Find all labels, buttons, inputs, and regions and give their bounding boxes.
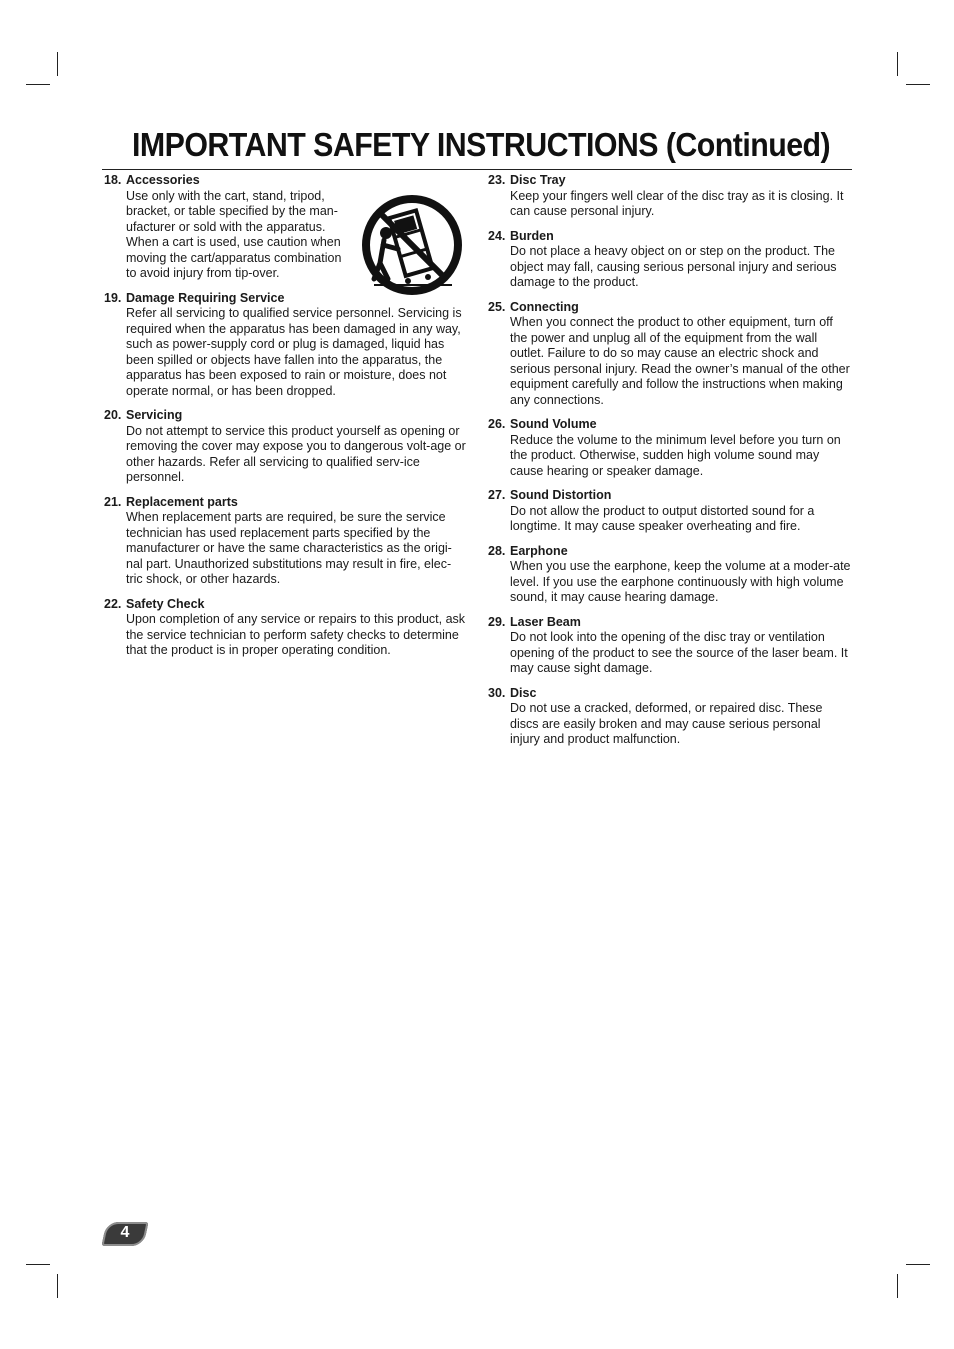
item-heading: Earphone (510, 543, 568, 558)
instruction-item-30 (488, 686, 852, 748)
item-body: Upon completion of any service or repairs to this product, ask the service technician to perform safety checks to determine that the product is in proper operating condition. (126, 612, 466, 657)
item-heading: Disc (510, 685, 537, 700)
item-body: Reduce the volume to the minimum level before you turn on the product. Otherwise, sudden high volume sound may cause hearing or speaker damage. (510, 432, 841, 478)
item-heading: Accessories (126, 173, 200, 187)
item-number: 30. (488, 685, 506, 700)
item-heading: Sound Distortion (510, 488, 612, 502)
item-body: Do not look into the opening of the disc tray or ventilation opening of the product to see the source of the laser beam. It may cause sight damage. (510, 630, 848, 675)
instruction-item-20 (104, 408, 466, 486)
item-heading: Disc Tray (510, 173, 566, 187)
page-number: 4 (120, 1224, 130, 1241)
crop-mark (26, 1264, 50, 1265)
instruction-item-28 (488, 544, 852, 606)
instruction-item-19 (104, 291, 466, 400)
item-heading: Connecting (510, 299, 579, 314)
instruction-item-23 (488, 173, 852, 220)
instruction-item-24 (488, 229, 852, 291)
item-heading: Damage Requiring Service (126, 290, 285, 305)
item-heading: Burden (510, 228, 554, 243)
crop-mark (897, 1274, 898, 1298)
instruction-item-25 (488, 300, 852, 409)
item-body: When you use the earphone, keep the volume at a moder-ate level. If you use the earphone continuously with high volume sound, it may cause hearing damage. (510, 559, 851, 604)
item-body: When you connect the product to other equipment, turn off the power and unplug all of the equipment from the wall outlet. Failure to do so may cause an electric shock and serious personal injury. Read the owner’s manual of the other equipment carefully and follow the instructions when making any connections. (510, 315, 850, 407)
item-number: 25. (488, 299, 506, 314)
item-body: Refer all servicing to qualified service personnel. Servicing is required when the apparatus has been damaged in any way, such as power-supply cord or plug is damaged, liquid has been spilled or objects have fallen into the apparatus, the apparatus has been exposed to rain or moisture, does not operate normal, or has been dropped. (126, 306, 462, 398)
item-number: 24. (488, 228, 506, 243)
crop-mark (906, 1264, 930, 1265)
crop-mark (26, 84, 50, 85)
item-heading: Laser Beam (510, 614, 581, 629)
instruction-item-27 (488, 488, 852, 535)
cart-tip-over-warning-icon (360, 193, 464, 297)
item-number: 27. (488, 488, 506, 502)
item-body: Keep your fingers well clear of the disc tray as it is closing. It can cause personal injury. (510, 188, 844, 218)
item-number: 28. (488, 543, 506, 558)
instruction-item-29 (488, 615, 852, 677)
item-number: 22. (104, 596, 122, 611)
crop-mark (897, 52, 898, 76)
item-number: 20. (104, 408, 122, 422)
instruction-item-22 (104, 597, 466, 659)
crop-mark (57, 52, 58, 76)
item-body: When replacement parts are required, be sure the service technician has used replacement parts specified by the manufacturer or have the same characteristics as the origi-nal part. Unauthorized substitutions may result in fire, elec-tric shock, or other hazards. (126, 510, 452, 586)
page-title: IMPORTANT SAFETY INSTRUCTIONS (Continued) (132, 126, 831, 163)
item-heading: Safety Check (126, 596, 205, 611)
item-number: 23. (488, 173, 506, 187)
instruction-item-26 (488, 417, 852, 479)
crop-mark (57, 1274, 58, 1298)
item-number: 29. (488, 614, 506, 629)
page-number-badge (104, 1222, 146, 1246)
item-heading: Sound Volume (510, 417, 597, 431)
item-body: Do not attempt to service this product yourself as opening or removing the cover may expose you to dangerous volt-age or other hazards. Refer all servicing to qualified serv-ice personnel. (126, 423, 466, 484)
item-number: 18. (104, 173, 122, 187)
item-body: Do not use a cracked, deformed, or repaired disc. These discs are easily broken and may cause serious personal injury and product malfunction. (510, 701, 823, 746)
crop-mark (906, 84, 930, 85)
item-body: Do not allow the product to output distorted sound for a longtime. It may cause speaker overheating and fire. (510, 503, 815, 533)
right-column (488, 173, 852, 757)
item-number: 21. (104, 494, 122, 509)
instruction-item-21 (104, 495, 466, 588)
item-number: 19. (104, 290, 122, 305)
title-underline (102, 169, 852, 170)
item-number: 26. (488, 417, 506, 431)
item-heading: Replacement parts (126, 494, 238, 509)
item-heading: Servicing (126, 408, 183, 422)
item-body: Use only with the cart, stand, tripod, bracket, or table specified by the man-ufacturer or sold with the apparatus. When a cart is used, use caution when moving the cart/apparatus combination to avoid injury from tip-over. (126, 188, 342, 280)
item-body: Do not place a heavy object on or step on the product. The object may fall, causing serious personal injury and serious damage to the product. (510, 244, 837, 289)
